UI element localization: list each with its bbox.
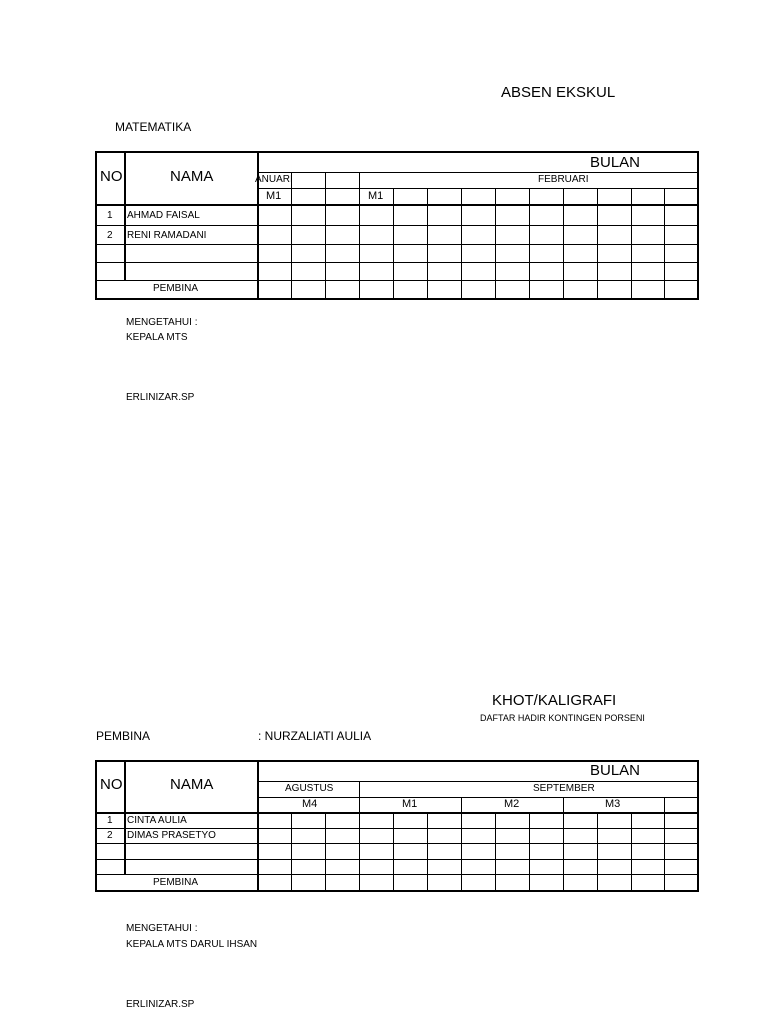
sheet2-nama-header: NAMA <box>170 776 214 793</box>
sheet2-month2: SEPTEMBER <box>533 783 595 794</box>
sheet1-month2: FEBRUARI <box>538 174 589 185</box>
sheet1-signature: ERLINIZAR.SP <box>126 392 195 403</box>
sheet1-row1-no: 1 <box>107 210 113 221</box>
sheet1-kepala: KEPALA MTS <box>126 332 188 343</box>
sheet2-row2-no: 2 <box>107 830 113 841</box>
sheet2-week-m1: M1 <box>402 798 418 810</box>
sheet2-week-m3: M3 <box>605 798 621 810</box>
sheet2-mengetahui: MENGETAHUI : <box>126 923 198 934</box>
sheet1-bulan-header: BULAN <box>590 154 641 171</box>
sheet2-week-m2: M2 <box>504 798 520 810</box>
sheet2-bulan-header: BULAN <box>590 762 641 779</box>
sheet2-subtitle: DAFTAR HADIR KONTINGEN PORSENI <box>480 713 645 723</box>
sheet2-row1-no: 1 <box>107 815 113 826</box>
sheet1-title: ABSEN EKSKUL <box>501 84 616 101</box>
sheet1-row2-no: 2 <box>107 230 113 241</box>
sheet1-row1-nama: AHMAD FAISAL <box>127 210 200 221</box>
sheet2-month1: AGUSTUS <box>285 783 334 794</box>
sheet1-mengetahui: MENGETAHUI : <box>126 317 198 328</box>
sheet1-row2-nama: RENI RAMADANI <box>127 230 207 241</box>
sheet1-week1: M1 <box>266 190 282 202</box>
sheet2-signature: ERLINIZAR.SP <box>126 999 195 1010</box>
sheet2-pembina-label: PEMBINA <box>96 729 151 743</box>
sheet1-month1: ANUARI <box>255 174 293 185</box>
sheet2-pembina-value: : NURZALIATI AULIA <box>258 729 372 743</box>
sheet2-row1-nama: CINTA AULIA <box>127 815 187 826</box>
sheet2-week-m4: M4 <box>302 798 318 810</box>
sheet1-footer-pembina: PEMBINA <box>153 283 199 294</box>
sheet2-footer-pembina: PEMBINA <box>153 877 199 888</box>
sheet2-no-header: NO <box>100 776 123 793</box>
sheet2-kepala: KEPALA MTS DARUL IHSAN <box>126 939 258 950</box>
sheet2-row2-nama: DIMAS PRASETYO <box>127 830 216 841</box>
sheet1-week2: M1 <box>368 190 384 202</box>
sheet1-nama-header: NAMA <box>170 168 214 185</box>
sheet1-subject: MATEMATIKA <box>115 120 192 134</box>
sheet2-title: KHOT/KALIGRAFI <box>492 692 617 709</box>
sheet1-no-header: NO <box>100 168 123 185</box>
